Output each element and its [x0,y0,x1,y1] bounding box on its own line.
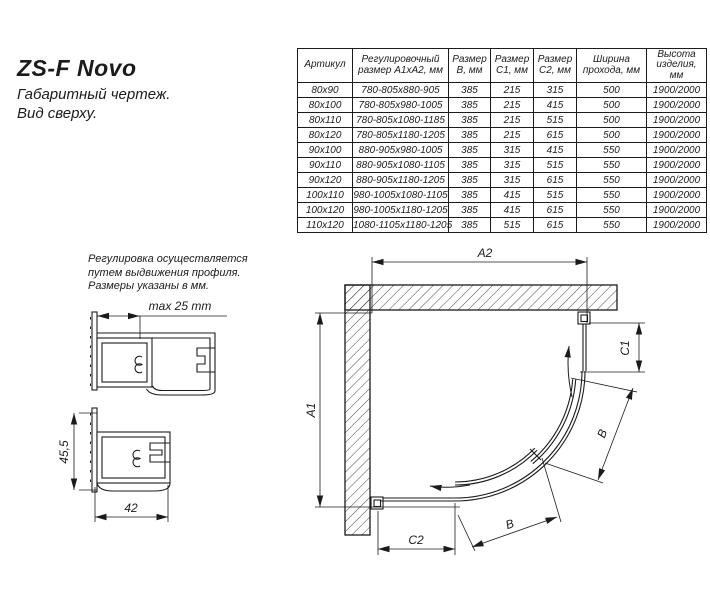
table-row [298,128,707,143]
table-cell: 615 [534,218,577,233]
curved-track-outer [455,371,585,501]
table-cell: 385 [449,113,491,128]
table-cell: 1900/2000 [647,143,707,158]
table-cell: 780-805x980-1005 [353,98,449,113]
table-row [298,113,707,128]
table-cell: 615 [534,173,577,188]
table-row [298,218,707,233]
table-header-cell: Размер B, мм [449,49,491,83]
top-wall [345,285,617,310]
table-cell: 515 [534,158,577,173]
table-cell: 550 [577,158,647,173]
spec-table-wrap [297,48,707,233]
table-cell: 110x120 [298,218,353,233]
table-cell: 980-1005x1180-1205 [353,204,448,216]
top-view-svg [295,245,710,600]
table-header-cell: Ширина прохода, мм [577,49,647,83]
table-cell: 1080-1105x1180-1205 [353,219,453,231]
table-cell: 515 [491,218,534,233]
wall-profile-top [578,312,590,324]
table-cell: 880-905x980-1005 [353,143,449,158]
table-row [298,158,707,173]
table-header-row [298,49,707,83]
dimension-45-5-label: 45,5 [57,440,71,464]
table-cell: 780-805x880-905 [353,83,449,98]
profile-section-closed [91,408,171,492]
table-row [298,188,707,203]
table-cell: 385 [449,143,491,158]
table-row [298,98,707,113]
dimension-a1 [304,313,460,507]
table-cell: 615 [534,128,577,143]
table-header-cell: Регулировочный размер A1xA2, мм [353,49,449,83]
table-cell: 315 [491,173,534,188]
table-cell: 1900/2000 [647,158,707,173]
table-cell: 90x100 [298,143,353,158]
table-cell: 500 [577,113,647,128]
table-cell: 1900/2000 [647,218,707,233]
subtitle-view: Вид сверху. [17,105,98,122]
table-row [298,143,707,158]
profile-section-extended [91,312,216,395]
table-cell: 315 [491,158,534,173]
arrow-slide-left-icon [430,485,470,487]
dimension-b-lower-label: B [503,516,516,533]
table-cell: 385 [449,218,491,233]
table-cell: 215 [491,83,534,98]
dimension-c1-label: C1 [618,340,632,356]
table-cell: 615 [534,203,577,218]
table-cell: 100x110 [298,188,353,203]
table-row [298,83,707,98]
table-cell: 80x110 [298,113,353,128]
dimension-b-lower [458,458,561,551]
table-cell: 1900/2000 [647,113,707,128]
dimension-a1-label: A1 [304,402,318,418]
table-cell: 980-1005x1080-1105 [353,189,448,201]
table-cell: 415 [534,98,577,113]
dimension-c2 [378,503,455,555]
sliding-doors [455,379,576,485]
page-title: ZS-F Novo [17,55,137,81]
table-cell: 215 [491,128,534,143]
table-cell: 550 [577,143,647,158]
table-cell: 550 [577,218,647,233]
table-cell: 880-905x1180-1205 [353,173,449,188]
door-upper-inner [531,379,573,461]
table-cell: 385 [449,203,491,218]
table-row [298,173,707,188]
door-edge-mark [530,449,541,460]
table-cell: 880-905x1080-1105 [353,158,449,173]
table-row [298,203,707,218]
table-cell: 1900/2000 [647,83,707,98]
table-cell: 550 [577,188,647,203]
table-cell: 415 [491,188,534,203]
table-cell: 550 [577,173,647,188]
table-cell: 90x110 [298,158,353,173]
table-cell: 385 [449,173,491,188]
table-header-cell: Артикул [298,49,353,83]
left-wall [345,285,370,535]
table-cell: 550 [577,203,647,218]
adjustment-note [88,253,248,294]
table-cell: 385 [449,188,491,203]
table-cell: 215 [491,98,534,113]
table-header-cell: Высота изделия, мм [647,49,707,83]
table-cell: 500 [577,98,647,113]
spec-table [297,48,707,233]
table-cell: 415 [491,203,534,218]
note-line-1: Регулировка осуществляется [88,253,248,265]
table-cell: 385 [449,128,491,143]
table-header-cell: Размер C2, мм [534,49,577,83]
table-body [298,83,707,233]
table-cell: 1900/2000 [647,128,707,143]
table-cell: 385 [449,98,491,113]
curved-track-inner [455,371,582,498]
table-cell: 385 [449,158,491,173]
table-cell: 315 [534,83,577,98]
dimension-max-25-label: max 25 mm [148,299,212,313]
subtitle-drawing-type: Габаритный чертеж. [17,86,171,103]
door-lower-inner [455,448,535,482]
table-cell: 780-805x1080-1185 [353,113,449,128]
table-cell: 80x90 [298,83,353,98]
table-cell: 1900/2000 [647,98,707,113]
table-header-cell: Размер C1, мм [491,49,534,83]
table-cell: 385 [449,83,491,98]
table-cell: 500 [577,83,647,98]
door-lower-outer [455,450,537,485]
table-cell: 415 [534,143,577,158]
dimension-c2-label: C2 [408,533,424,547]
table-cell: 100x120 [298,203,353,218]
table-cell: 515 [534,113,577,128]
dimension-b-upper-label: B [594,427,611,440]
table-cell: 215 [491,113,534,128]
profile-sections-svg [50,295,300,560]
table-cell: 315 [491,143,534,158]
note-line-3: Размеры указаны в мм. [88,280,209,292]
table-cell: 80x100 [298,98,353,113]
table-cell: 80x120 [298,128,353,143]
table-cell: 780-805x1180-1205 [353,128,449,143]
table-cell: 515 [534,188,577,203]
dimension-b-upper [545,378,637,483]
table-cell: 1900/2000 [647,203,707,218]
table-cell: 500 [577,128,647,143]
dimension-c1 [580,323,645,372]
table-cell: 1900/2000 [647,173,707,188]
table-cell: 90x120 [298,173,353,188]
dimension-42-label: 42 [124,501,138,515]
dimension-a2-label: A2 [477,246,493,260]
table-cell: 1900/2000 [647,188,707,203]
note-line-2: путем выдвижения профиля. [88,266,241,279]
door-direction-arrows [430,346,572,487]
title-block [17,55,170,123]
